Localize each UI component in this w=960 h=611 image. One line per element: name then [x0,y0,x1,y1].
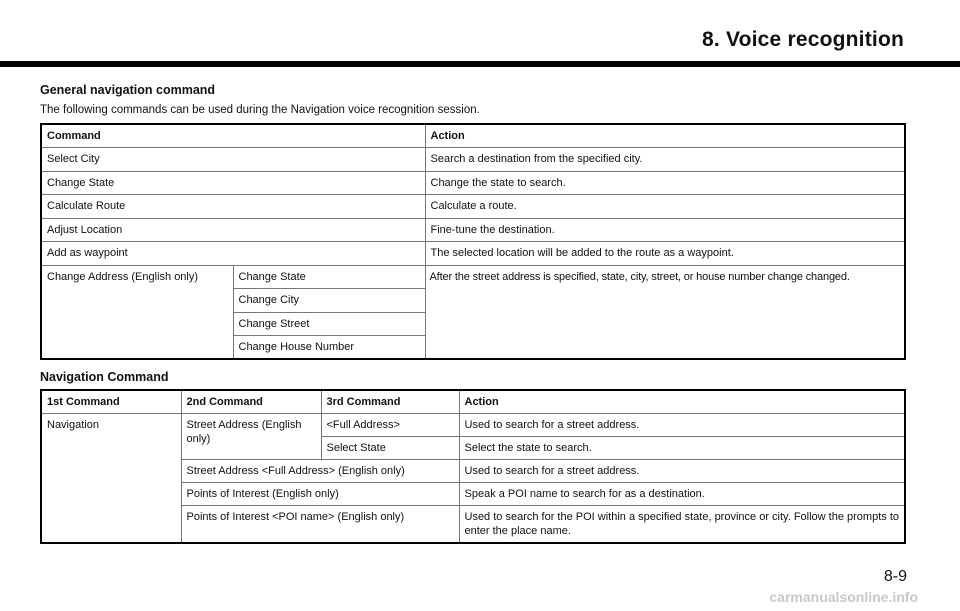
header-third-command: 3rd Command [321,390,459,414]
watermark: carmanualsonline.info [769,589,918,605]
change-address-cell: Change Address (English only) [41,265,233,359]
action-cell: Used to search for the POI within a specified state, province or city. Follow the prompts to enter the place name. [459,506,905,544]
action-cell: Calculate a route. [425,195,905,219]
command-cell: Points of Interest <POI name> (English only) [181,506,459,544]
action-cell: Used to search for a street address. [459,414,905,437]
table-row [41,265,905,289]
section-title-navigation: Navigation Command [40,370,169,384]
table-header-row [41,390,905,414]
table-row [41,148,905,172]
action-cell: Change the state to search. [425,171,905,195]
action-cell: After the street address is specified, state, city, street, or house number change changed. [425,265,905,359]
table-row [41,218,905,242]
third-command-cell: Select State [321,437,459,460]
action-cell: Fine-tune the destination. [425,218,905,242]
action-cell: The selected location will be added to the route as a waypoint. [425,242,905,266]
table-row [41,242,905,266]
first-command-cell: Navigation [41,414,181,544]
subcommand-cell: Change House Number [233,336,425,360]
command-cell: Change State [41,171,425,195]
command-cell: Points of Interest (English only) [181,483,459,506]
header-command: Command [41,124,425,148]
command-cell: Select City [41,148,425,172]
navigation-command-table [40,389,906,544]
table-header-row [41,124,905,148]
header-action: Action [425,124,905,148]
header-rule [0,61,960,67]
header-action: Action [459,390,905,414]
general-navigation-command-table [40,123,906,360]
subcommand-cell: Change Street [233,312,425,336]
chapter-title: 8. Voice recognition [702,28,904,51]
table-row [41,171,905,195]
command-cell: Adjust Location [41,218,425,242]
header-first-command: 1st Command [41,390,181,414]
page-number: 8-9 [883,568,907,585]
second-command-cell: Street Address (English only) [181,414,321,460]
action-cell: Speak a POI name to search for as a destination. [459,483,905,506]
action-cell: Search a destination from the specified city. [425,148,905,172]
header-second-command: 2nd Command [181,390,321,414]
command-cell: Street Address <Full Address> (English only) [181,460,459,483]
table-row [41,414,905,437]
section-intro: The following commands can be used during the Navigation voice recognition session. [40,104,480,116]
section-title-general: General navigation command [40,83,216,97]
action-cell: Used to search for a street address. [459,460,905,483]
table-row [41,195,905,219]
command-cell: Calculate Route [41,195,425,219]
subcommand-cell: Change State [233,265,425,289]
third-command-cell: <Full Address> [321,414,459,437]
subcommand-cell: Change City [233,289,425,313]
action-cell: Select the state to search. [459,437,905,460]
command-cell: Add as waypoint [41,242,425,266]
